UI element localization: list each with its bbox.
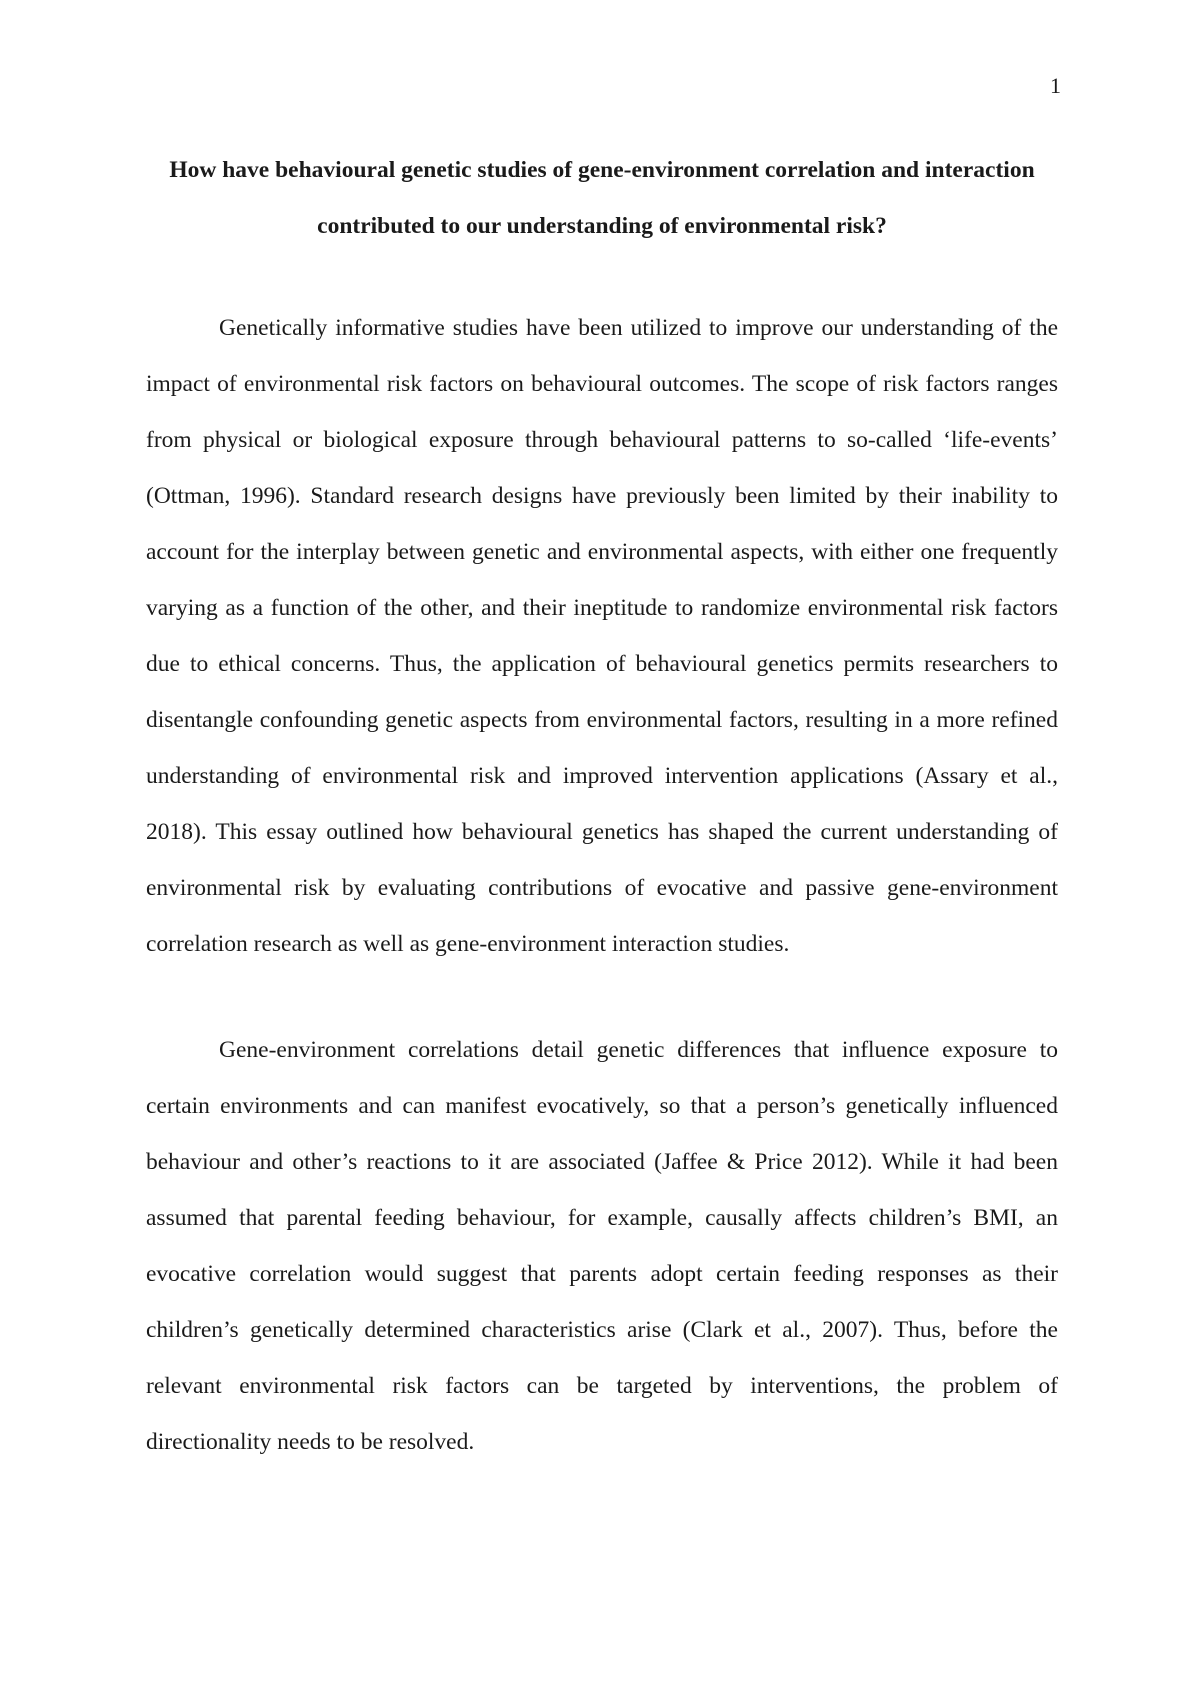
body-paragraph-2: Gene-environment correlations detail genetic differences that influence exposure to certain environments and can manifest evocatively, so that a person’s genetically influenced behaviour and other’s reactions to it are associated (Jaffee & Price 2012). While it had been assumed that parental feeding behaviour, for example, causally affects children’s BMI, an evocative correlation would suggest that parents adopt certain feeding responses as their children’s genetically determined characteristics arise (Clark et al., 2007). Thus, before the relevant environmental risk factors can be targeted by interventions, the problem of directionality needs to be resolved. [146, 1037, 1058, 1455]
body-paragraph-1: Genetically informative studies have been utilized to improve our understanding of the impact of environmental risk factors on behavioural outcomes. The scope of risk factors ranges from physical or biological exposure through behavioural patterns to so-called ‘life-events’ (Ottman, 1996). Standard research designs have previously been limited by their inability to account for the interplay between genetic and environmental aspects, with either one frequently varying as a function of the other, and their ineptitude to randomize environmental risk factors due to ethical concerns. Thus, the application of behavioural genetics permits researchers to disentangle confounding genetic aspects from environmental factors, resulting in a more refined understanding of environmental risk and improved intervention applications (Assary et al., 2018). This essay outlined how behavioural genetics has shaped the current understanding of environmental risk by evaluating contributions of evocative and passive gene-environment correlation research as well as gene-environment interaction studies. [146, 315, 1058, 957]
essay-title: How have behavioural genetic studies of gene-environment correlation and interaction contributed to our understanding of environmental risk? [169, 157, 1035, 239]
page-number: 1 [1050, 73, 1061, 98]
